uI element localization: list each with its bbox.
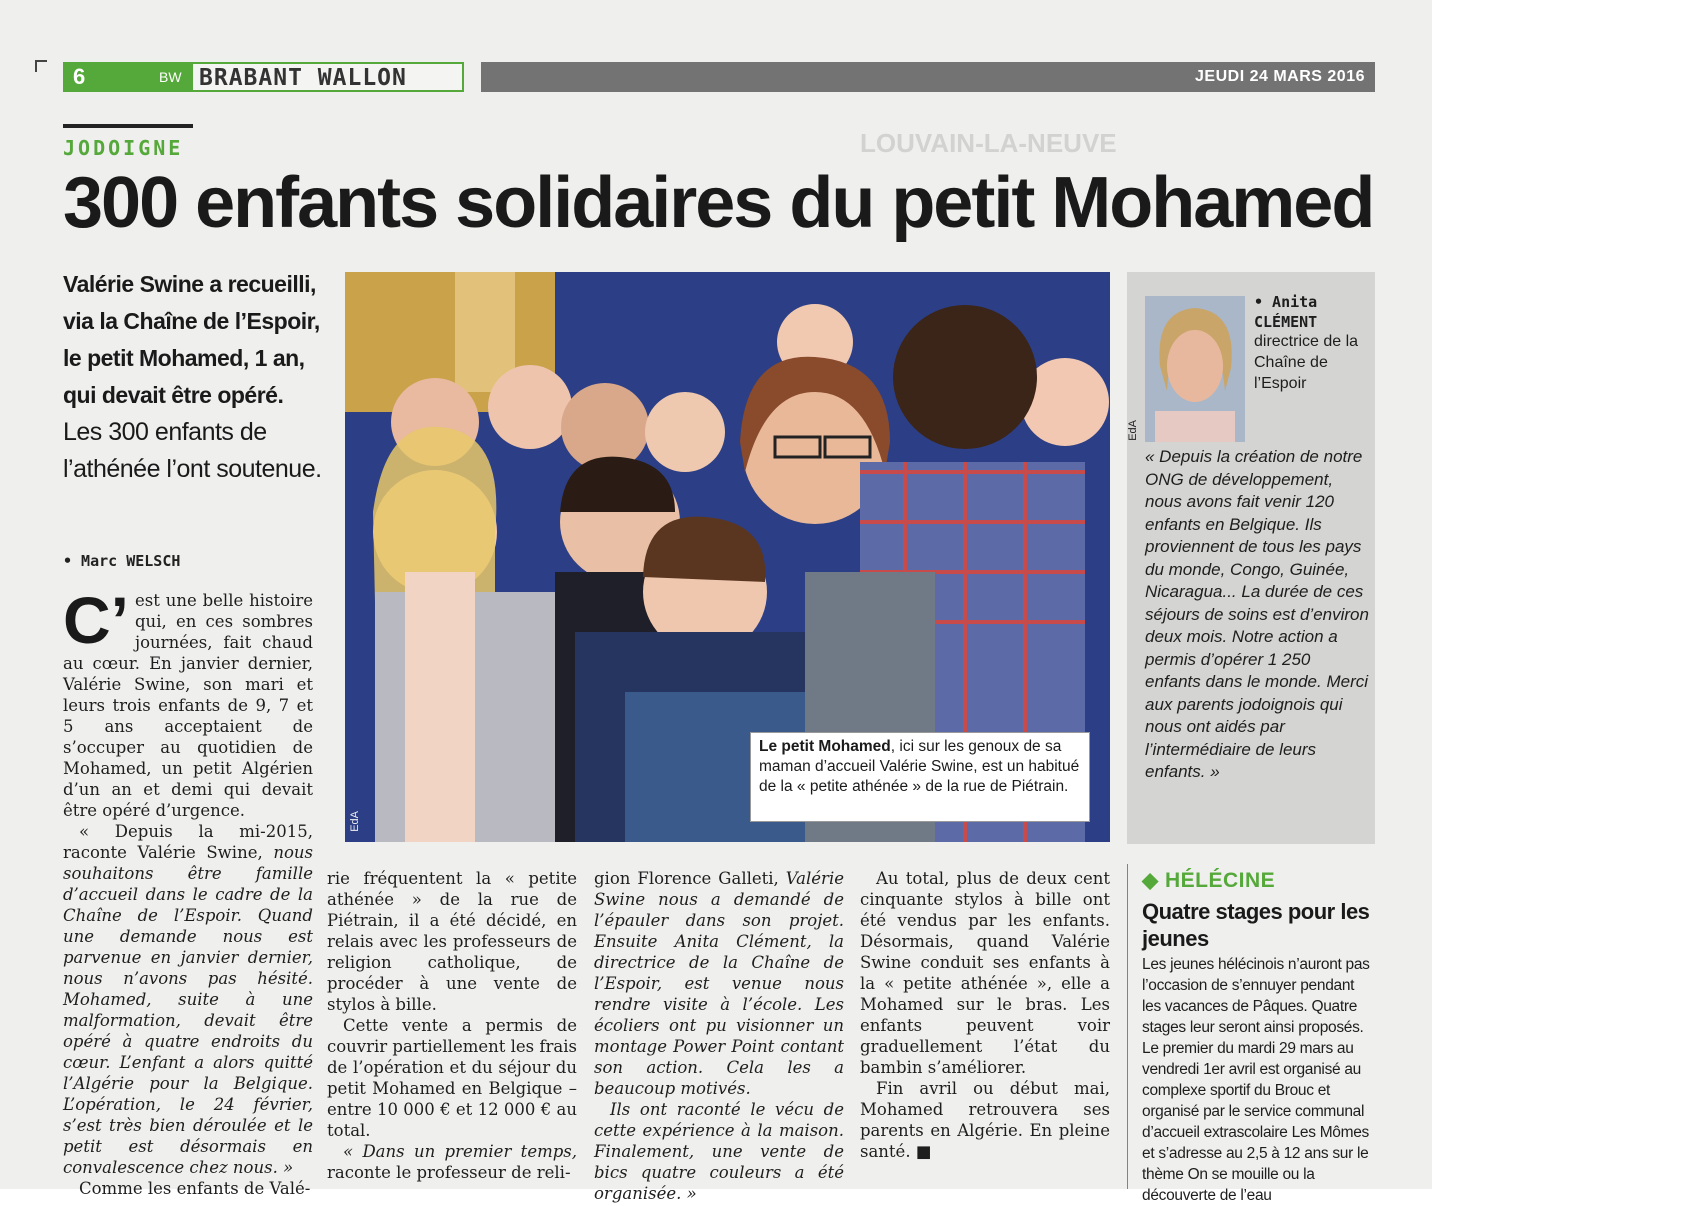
col4-paragraph-1: Au total, plus de deux cent cinquante stylos à bille ont été vendus par les enfants. Désormais, quand Valérie Swine conduit ses enfants à la « petite athénée », elle a Mohamed sur le bras. Les enfants peuvent voir graduellement l’état du bambin s’améliorer. — [860, 869, 1110, 1077]
section-code: BW — [159, 69, 182, 85]
col4-paragraph-2: Fin avril ou début mai, Mohamed retrouvera ses parents en Algérie. En pleine santé. ■ — [860, 1079, 1110, 1161]
article-column-2 — [327, 868, 577, 1183]
article-headline: 300 enfants solidaires du petit Mohamed — [63, 163, 1374, 243]
col1-paragraph-1: est une belle histoire qui, en ces sombres journées, fait chaud au cœur. En janvier dernier, Valérie Swine, son mari et leurs trois enfants de 9, 7 et 5 ans acceptaient de s’occuper au quotidien de Mohamed, un petit Algérien d’un an et demi qui devait être opéré d’urgence. — [63, 591, 313, 820]
portrait-credit: EdA — [1127, 420, 1139, 441]
lead-bold: Valérie Swine a recueilli, via la Chaîne de l’Espoir, le petit Mohamed, 1 an, qui devait être opéré. — [63, 271, 320, 408]
kicker-rule — [63, 124, 193, 128]
byline-first: • Marc — [63, 552, 118, 570]
portrait-photo — [1145, 296, 1245, 442]
col2-paragraph-2: Cette vente a permis de couvrir partiellement les frais de l’opération et du séjour du petit Mohamed en Belgique – entre 10 000 € et 12 000 € au total. — [327, 1016, 577, 1140]
caption-bold: Le petit Mohamed — [759, 738, 891, 755]
brief-kicker: ◆ HÉLÉCINE — [1142, 869, 1276, 892]
quote-author — [1254, 292, 1374, 394]
col2-paragraph-1: rie fréquentent la « petite athénée » de la rue de Piétrain, il a été décidé, en relais avec les professeurs de religion catholique, de procéder à une vente de stylos à bille. — [327, 869, 577, 1014]
col1-paragraph-3: Comme les enfants de Valé- — [79, 1179, 311, 1198]
col1-paragraph-2-italic: nous souhaitons être famille d’accueil dans le cadre de la Chaîne de l’Espoir. Quand une demande nous est parvenue en janvier dernier, nous n’avons pas hésité. Mohamed, suite à une malformation, devait être opéré à quatre endroits du cœur. L’enfant a alors quitté l’Algérie pour la Belgique. L’opération, le 24 février, s’est très bien déroulée et le petit est désormais en convalescence chez nous. » — [63, 843, 313, 1177]
article-column-3 — [594, 868, 844, 1204]
byline — [63, 552, 180, 570]
byline-last: WELSCH — [126, 552, 181, 570]
bleed-through-text: LOUVAIN-LA-NEUVE — [860, 128, 1117, 158]
author-last-name: CLÉMENT — [1254, 313, 1318, 331]
date-bar — [481, 62, 1375, 92]
region-label-box — [193, 62, 464, 92]
caption-text: , ici sur les genoux de sa maman d’accueil Valérie Swine, est un habitué de la « petite athénée » de la rue de Piétrain. — [759, 738, 1080, 795]
brief-rule — [1127, 864, 1128, 1189]
lead-plain: Les 300 enfants de l’athénée l’ont soutenue. — [63, 418, 322, 483]
col3-paragraph-1-plain: gion Florence Galleti, — [594, 869, 779, 888]
author-first-name: • Anita — [1254, 293, 1318, 311]
drop-cap: C’ — [63, 583, 129, 657]
author-role: directrice de la Chaîne de l’Espoir — [1254, 333, 1359, 392]
region-label: BRABANT WALLON — [199, 65, 407, 91]
issue-date: JEUDI 24 MARS 2016 — [1195, 68, 1365, 85]
photo-credit: EdA — [349, 811, 361, 832]
page-number-tab — [63, 62, 193, 92]
brief-text: Les jeunes hélécinois n’auront pas l’occasion de s’ennuyer pendant les vacances de Pâques. Quatre stages leur seront ainsi proposés. Le premier du mardi 29 mars au vendredi 1er avril est organisé au complexe sportif du Brouc et organisé par le service communal d’accueil extrascolaire Les Mômes et s’adresse au 2,5 à 12 ans sur le thème On se mouille ou la découverte de l’eau — [1142, 956, 1370, 1204]
page-number: 6 — [73, 64, 86, 89]
sidebar-quote: « Depuis la création de notre ONG de développement, nous avons fait venir 120 enfants en Belgique. Ils proviennent de tous les pays du monde, Congo, Guinée, Nicaragua... La durée de ces séjours de soins est d’environ deux mois. Notre action a permis d’opérer 1 250 enfants dans le monde. Merci aux parents jodoignois qui nous ont aidés par l’intermédiaire de leurs enfants. » — [1145, 447, 1369, 781]
col3-paragraph-2: Ils ont raconté le vécu de cette expérience à la maison. Finalement, une vente de bics quatre couleurs a été organisée. » — [594, 1100, 844, 1203]
crop-mark — [35, 60, 47, 72]
portrait-image — [1145, 296, 1245, 442]
article-column-4 — [860, 868, 1110, 1162]
col1-paragraph-2-plain: « Depuis la mi-2015, raconte Valérie Swine, — [63, 822, 313, 862]
photo-caption — [750, 732, 1090, 822]
col3-paragraph-1-italic: Valérie Swine nous a demandé de l’épauler dans son projet. Ensuite Anita Clément, la directrice de la Chaîne de l’Espoir, est venue nous rendre visite à l’école. Les écoliers ont pu visionner un montage Power Point contant son action. Cela les a beaucoup motivés. — [594, 869, 844, 1098]
article-column-1 — [63, 583, 313, 1199]
brief-title: Quatre stages pour les jeunes — [1142, 899, 1370, 951]
col2-paragraph-3-italic: « Dans un premier temps, — [343, 1142, 577, 1161]
article-kicker: JODOIGNE — [63, 136, 184, 160]
col2-paragraph-3-plain: raconte le professeur de reli- — [327, 1163, 571, 1182]
